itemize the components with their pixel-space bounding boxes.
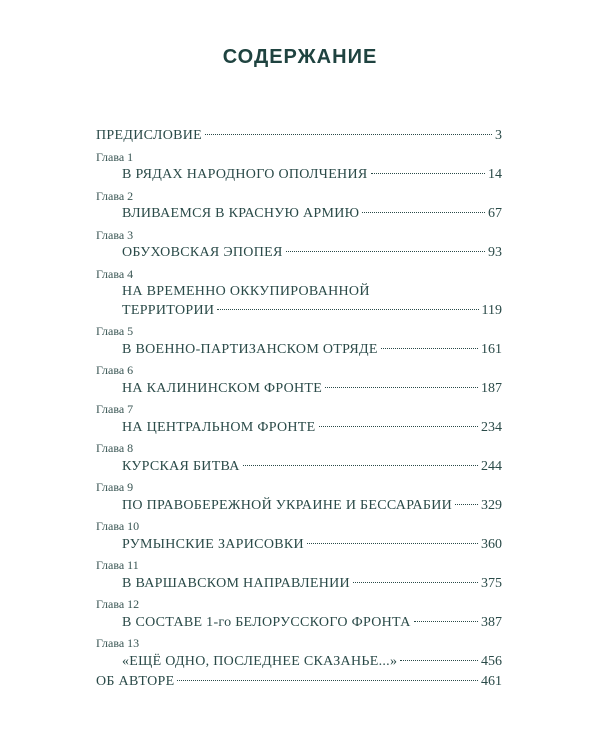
toc-entry-page: 329 [481,497,502,513]
chapter-label: Глава 13 [96,636,140,650]
toc-entry-chapter-1 [96,166,502,185]
dot-leader [353,582,478,583]
dot-leader [400,660,478,661]
toc-entry-chapter-8 [96,458,502,477]
toc-entry-chapter-5 [96,341,502,360]
toc-entry-page: 187 [481,380,502,396]
toc-entry-chapter-7 [96,419,502,438]
dot-leader [319,426,479,427]
toc-entry-title: НА ЦЕНТРАЛЬНОМ ФРОНТЕ [122,419,316,435]
toc-entry-title: В РЯДАХ НАРОДНОГО ОПОЛЧЕНИЯ [122,167,368,182]
toc-entry-chapter-3 [96,244,502,263]
dot-leader [286,251,485,252]
dot-leader [414,621,478,622]
chapter-label: Глава 10 [96,519,140,533]
toc-entry-chapter-9 [96,497,502,516]
dot-leader [243,465,478,466]
chapter-label: Глава 11 [96,558,139,572]
chapter-label: Глава 1 [96,149,134,164]
chapter-label: Глава 2 [96,188,134,203]
chapter-label: Глава 8 [96,441,134,455]
toc-entry-page: 234 [481,419,502,435]
toc-entry-page: 456 [481,653,502,669]
toc-entry-title: В ВАРШАВСКОМ НАПРАВЛЕНИИ [122,575,350,591]
toc-entry-chapter-4 [96,302,502,321]
toc-entry-page: 93 [488,245,502,260]
chapter-label: Глава 5 [96,324,134,338]
toc-entry-about-author [96,673,502,692]
dot-leader [307,543,478,544]
toc-entry-chapter-12 [96,614,502,633]
toc-entry-page: 461 [481,674,502,689]
toc-entry-page: 360 [481,536,502,552]
toc-entry-page: 67 [488,206,502,221]
dot-leader [177,680,478,681]
toc-entry-chapter-10 [96,536,502,555]
dot-leader [381,348,478,349]
chapter-label: Глава 7 [96,402,134,416]
toc-entry-page: 119 [481,302,502,318]
table-of-contents [96,127,502,692]
toc-entry-chapter-11 [96,575,502,594]
dot-leader [362,212,485,213]
page-title: СОДЕРЖАНИЕ [222,46,378,68]
toc-entry-title: ПО ПРАВОБЕРЕЖНОЙ УКРАИНЕ И БЕССАРАБИИ [122,497,453,513]
dot-leader [325,387,478,388]
toc-entry-title-line: НА ВРЕМЕННО ОККУПИРОВАННОЙ [122,284,370,299]
toc-entry-chapter-13 [96,653,502,672]
dot-leader [455,504,478,505]
toc-entry-title: В ВОЕННО-ПАРТИЗАНСКОМ ОТРЯДЕ [122,341,378,357]
chapter-label: Глава 12 [96,597,140,611]
toc-entry-title: «ЕЩЁ ОДНО, ПОСЛЕДНЕЕ СКАЗАНЬЕ...» [122,653,398,669]
toc-entry-page: 14 [488,167,502,182]
toc-entry-page: 387 [481,614,502,630]
chapter-label: Глава 4 [96,266,134,281]
toc-entry-preface [96,127,502,146]
toc-entry-page: 161 [481,341,502,357]
toc-entry-chapter-2 [96,205,502,224]
chapter-label: Глава 3 [96,227,134,242]
toc-entry-chapter-6 [96,380,502,399]
dot-leader [371,173,485,174]
toc-entry-title: ОБУХОВСКАЯ ЭПОПЕЯ [122,245,283,260]
dot-leader [205,134,492,135]
toc-entry-title: В СОСТАВЕ 1-го БЕЛОРУССКОГО ФРОНТА [122,614,411,630]
toc-entry-title: ПРЕДИСЛОВИЕ [96,128,203,143]
chapter-label: Глава 9 [96,480,134,494]
toc-entry-title: РУМЫНСКИЕ ЗАРИСОВКИ [122,536,304,552]
chapter-label: Глава 6 [96,363,134,377]
toc-entry-page: 375 [481,575,502,591]
toc-entry-title: КУРСКАЯ БИТВА [122,458,240,474]
toc-entry-page: 244 [481,458,502,474]
toc-entry-title: ТЕРРИТОРИИ [122,302,215,318]
dot-leader [217,309,478,310]
toc-entry-title: НА КАЛИНИНСКОМ ФРОНТЕ [122,380,323,396]
toc-entry-title: ОБ АВТОРЕ [96,674,175,689]
toc-entry-title: ВЛИВАЕМСЯ В КРАСНУЮ АРМИЮ [122,206,360,221]
toc-entry-page: 3 [495,128,502,143]
